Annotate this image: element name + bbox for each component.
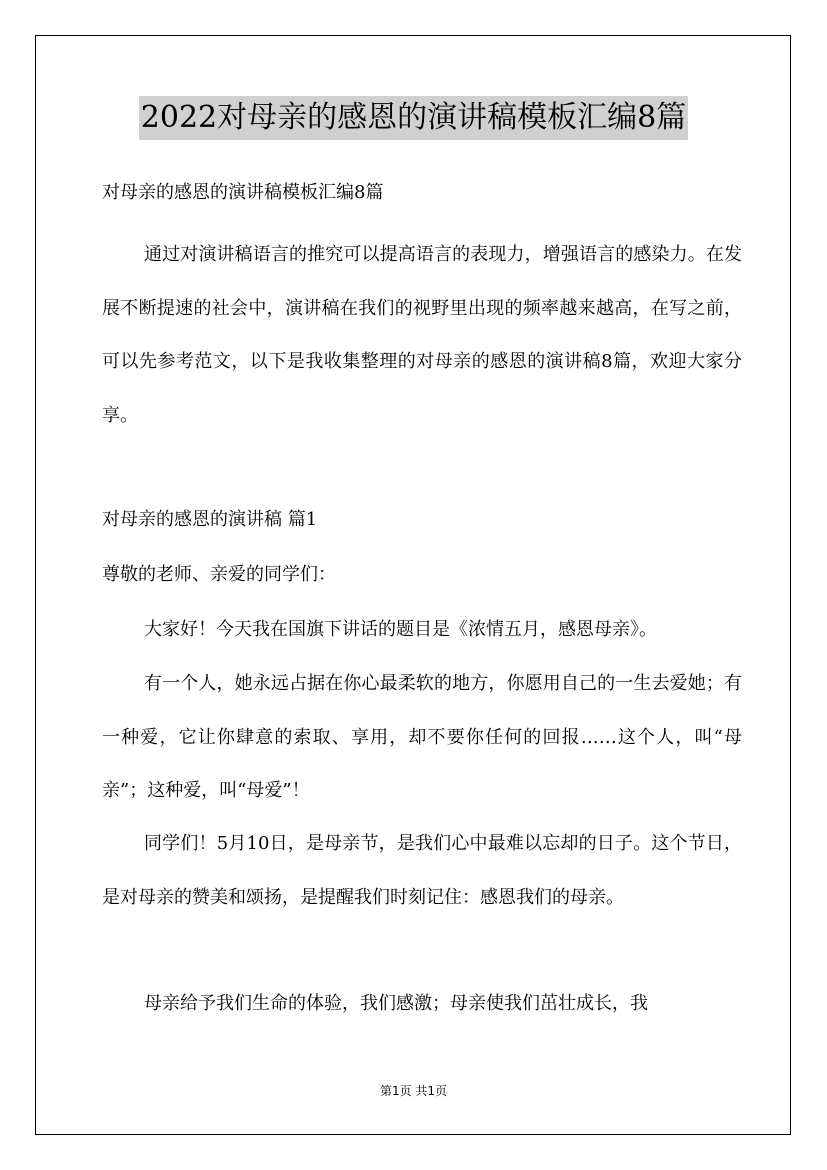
body-paragraph: 同学们！5月10日，是母亲节，是我们心中最难以忘却的日子。这个节日，是对母亲的赞美和颂扬，是提醒我们时刻记住：感恩我们的母亲。 [102,833,742,908]
title-container [0,96,827,140]
body-paragraph: 有一个人，她永远占据在你心最柔软的地方，你愿用自己的一生去爱她；有一种爱，它让你肆意的索取、享用，却不要你任何的回报……这个人，叫“母亲”；这种爱，叫“母爱”！ [102,673,742,801]
intro-paragraph: 通过对演讲稿语言的推究可以提高语言的表现力，增强语言的感染力。在发展不断提速的社会中，演讲稿在我们的视野里出现的频率越来越高，在写之前，可以先参考范文，以下是我收集整理的对母亲的感恩的演讲稿8篇，欢迎大家分享。 [102,244,742,426]
document-title: 2022对母亲的感恩的演讲稿模板汇编8篇 [139,96,688,140]
body-paragraph: 母亲给予我们生命的体验，我们感激；母亲使我们茁壮成长，我 [144,993,648,1014]
section-heading: 对母亲的感恩的演讲稿 篇1 [102,509,318,530]
page-footer: 第1页 共1页 [379,1084,448,1098]
salutation: 尊敬的老师、亲爱的同学们： [102,564,336,585]
document-subtitle: 对母亲的感恩的演讲稿模板汇编8篇 [102,182,384,203]
body-paragraph: 大家好！今天我在国旗下讲话的题目是《浓情五月，感恩母亲》。 [144,619,657,640]
